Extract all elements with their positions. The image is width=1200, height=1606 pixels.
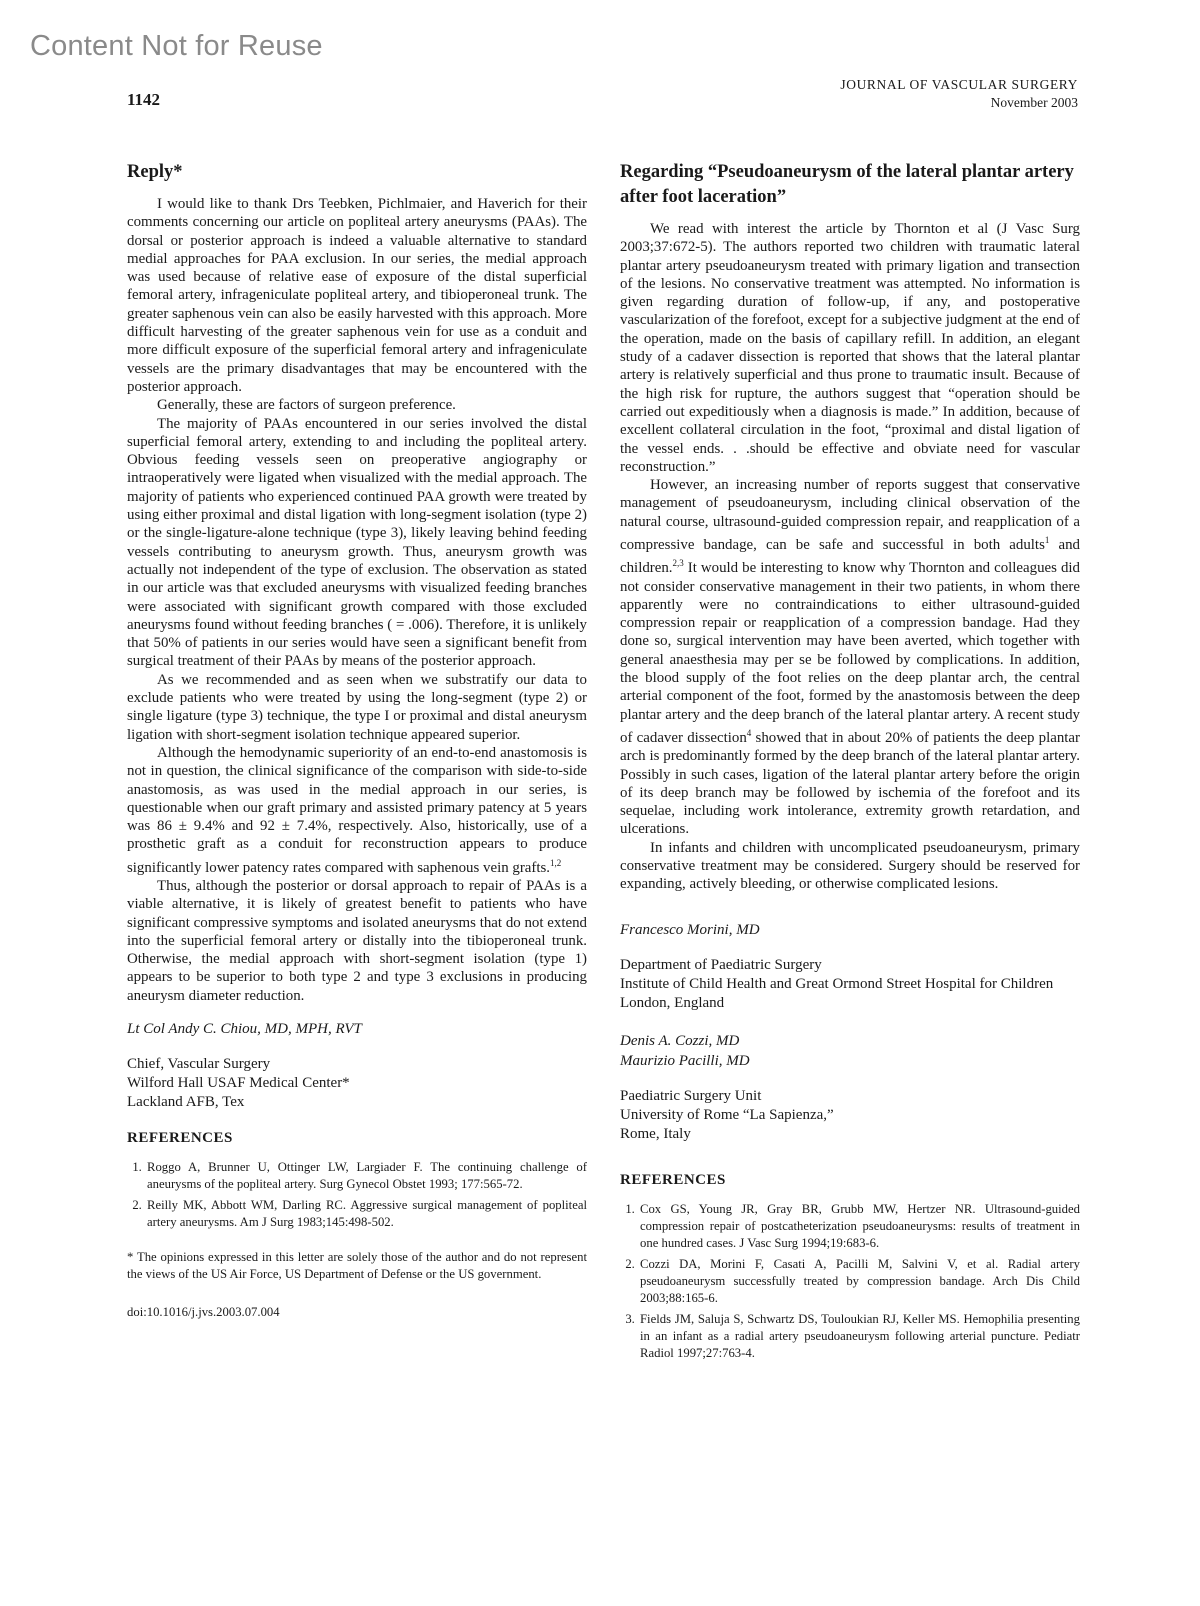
author-signature: [620, 1031, 1080, 1071]
citation-superscript: 2,3: [672, 558, 684, 569]
references-list: [127, 1159, 587, 1231]
reference-item: 2. Cozzi DA, Morini F, Casati A, Pacilli M, Salvini V, et al. Radial artery pseudoaneurysm successfully treated by compression bandage. Arch Dis Child 2003;88:165-6.: [638, 1256, 1080, 1307]
reply-heading: Reply*: [127, 162, 183, 182]
paragraph: I would like to thank Drs Teebken, Pichlmaier, and Haverich for their comments concerning our article on popliteal artery aneurysms (PAAs). The dorsal or posterior approach is indeed a valuable alternative to standard medial approaches for PAA exclusion. In our series, the medial approach was used because of relative ease of exposure of the distal superficial femoral artery, infrageniculate popliteal artery, and tibioperoneal trunk. The greater saphenous vein can also be easily harvested with this approach. More difficult harvesting of the greater saphenous vein for use as a conduit and more difficult exposure of the superficial femoral artery and infrageniculate vessels are the primary disadvantages that may be encountered with the posterior approach.: [127, 196, 587, 395]
author-affiliation: [620, 1087, 1080, 1144]
author-affiliation: [620, 956, 1080, 1013]
affiliation-line: University of Rome “La Sapienza,”: [620, 1106, 834, 1123]
citation-superscript: 1: [1044, 535, 1050, 546]
affiliation-line: London, England: [620, 994, 725, 1011]
footnote: * The opinions expressed in this letter are solely those of the author and do not represent the views of the US Air Force, US Department of Defense or the US government.: [127, 1250, 587, 1282]
reference-item: 1. Roggo A, Brunner U, Ottinger LW, Largiader F. The continuing challenge of aneurysms of the popliteal artery. Surg Gynecol Obstet 1993; 177:565-72.: [145, 1159, 587, 1193]
affiliation-line: Institute of Child Health and Great Ormond Street Hospital for Children: [620, 975, 1054, 992]
paragraph: As we recommended and as seen when we substratify our data to exclude patients who were treated by using the long-segment (type 2) or single ligature (type 3) technique, the type I or proximal and distal aneurysm ligation with short-segment isolation technique appeared superior.: [127, 671, 587, 743]
watermark: Content Not for Reuse: [30, 30, 323, 62]
right-column: [620, 160, 1080, 1366]
paragraph: Thus, although the posterior or dorsal approach to repair of PAAs is a viable alternative, it is likely of greatest benefit to patients who have significant compressive symptoms and isolated aneurysms that do not extend into the superficial femoral artery or distally into the tibioperoneal trunk. Otherwise, the medial approach with short-segment isolation (type 1) appears to be superior to both type 2 and type 3 exclusions in producing aneurysm diameter reduction.: [127, 877, 587, 1004]
affiliation-line: Chief, Vascular Surgery: [127, 1056, 271, 1073]
paragraph-text: and children.: [620, 537, 1080, 577]
doi: doi:10.1016/j.jvs.2003.07.004: [127, 1305, 280, 1320]
running-head: [840, 76, 1078, 112]
journal-date: November 2003: [990, 95, 1078, 110]
paragraph: Generally, these are factors of surgeon preference.: [157, 397, 456, 414]
affiliation-line: Wilford Hall USAF Medical Center*: [127, 1075, 350, 1092]
paragraph: The majority of PAAs encountered in our series involved the distal superficial femoral artery, extending to and including the popliteal artery. Obvious feeding vessels seen on preoperative angiography or intraoperatively were ligated when visualized with the medial approach. The majority of patients who experienced continued PAA growth were treated by using either proximal and distal ligation with long-segment isolation (type 2) or the single-ligature-alone technique (type 3), likely leaving behind feeding vessels contributing to aneurysm growth. Thus, aneurysm growth was actually not independent of the type of exclusion. The observation as stated in our article was that excluded aneurysms with visualized feeding branches were associated with significant growth compared with those excluded aneurysms found without feeding branches ( = .006). Therefore, it is unlikely that 50% of patients in our series would have seen a significant benefit from surgical treatment of their PAAs by means of the posterior approach.: [127, 415, 587, 670]
signature-line: Maurizio Pacilli, MD: [620, 1052, 750, 1069]
paragraph: [620, 476, 1080, 839]
reference-item: 2. Reilly MK, Abbott WM, Darling RC. Aggressive surgical management of popliteal artery aneurysms. Am J Surg 1983;145:498-502.: [145, 1197, 587, 1231]
affiliation-line: Paediatric Surgery Unit: [620, 1087, 762, 1104]
references-heading: REFERENCES: [620, 1171, 726, 1188]
author-signature: Lt Col Andy C. Chiou, MD, MPH, RVT: [127, 1021, 362, 1038]
references-heading: REFERENCES: [127, 1130, 233, 1147]
reference-item: 1. Cox GS, Young JR, Gray BR, Grubb MW, Hertzer NR. Ultrasound-guided compression repair of postcatheterization pseudoaneurysms: results of treatment in one hundred cases. J Vasc Surg 1994;19:683-6.: [638, 1201, 1080, 1252]
paragraph-text: It would be interesting to know why Thornton and colleagues did not consider conservative management in their two patients, in whom there apparently were no contraindications to either ultrasound-guided compression repair or reapplication of a compression bandage. Had they done so, surgical intervention may have been averted, which together with general anaesthesia may per se be followed by complications. In addition, the blood supply of the foot relies on the deep plantar arch, the central arterial component of the foot, formed by the anastomosis between the deep plantar artery and the deep branch of the lateral plantar artery. A recent study of cadaver dissection: [620, 560, 1080, 746]
signature-line: Denis A. Cozzi, MD: [620, 1032, 740, 1049]
author-affiliation: [127, 1055, 587, 1112]
letter-heading: Regarding “Pseudoaneurysm of the lateral plantar artery after foot laceration”: [620, 162, 1074, 207]
journal-name: JOURNAL OF VASCULAR SURGERY: [840, 77, 1078, 92]
paragraph-text: Although the hemodynamic superiority of an end-to-end anastomosis is not in question, the clinical significance of the comparison with side-to-side anastomosis, as was used in the medial approach in our series, is questionable when our graft primary and assisted primary patency at 5 years was 86 ± 9.4% and 92 ± 7.4%, respectively. Also, historically, use of a prosthetic graft as a conduit for reconstruction appears to produce significantly lower patency rates compared with saphenous vein grafts.: [127, 744, 587, 876]
citation-superscript: 4: [746, 727, 752, 738]
affiliation-line: Department of Paediatric Surgery: [620, 956, 822, 973]
affiliation-line: Rome, Italy: [620, 1125, 691, 1142]
paragraph: In infants and children with uncomplicated pseudoaneurysm, primary conservative treatment may be considered. Surgery should be reserved for expanding, actively bleeding, or otherwise complicated lesions.: [620, 839, 1080, 893]
paragraph: We read with interest the article by Thornton et al (J Vasc Surg 2003;37:672-5). The authors reported two children with traumatic lateral plantar artery pseudoaneurysm treated with primary ligation and transection of the lesions. No conservative treatment was attempted. No information is given regarding duration of follow-up, if any, and postoperative vascularization of the forefoot, except for a subjective judgment at the end of the operation, made on the basis of capillary refill. In addition, an elegant study of a cadaver dissection is reported that shows that the lateral plantar artery is relatively superficial and thus prone to traumatic insult. Because of the high risk for rupture, the authors suggest that “operation should be carried out expeditiously when a diagnosis is made.” In addition, because of excellent collateral circulation in the foot, “proximal and distal ligation of the vessel ends. . .should be effective and obviate need for vascular reconstruction.”: [620, 221, 1080, 475]
paragraph-text: However, an increasing number of reports suggest that conservative management of pseudoaneurysm, including clinical observation of the natural course, ultrasound-guided compression repair, and reapplication of a compressive bandage, can be safe and successful in both adults: [620, 477, 1080, 554]
affiliation-line: Lackland AFB, Tex: [127, 1094, 245, 1111]
citation-superscript: 1,2: [550, 857, 562, 868]
paragraph: [127, 744, 587, 877]
left-column: [127, 160, 587, 1320]
reference-item: 3. Fields JM, Saluja S, Schwartz DS, Touloukian RJ, Keller MS. Hemophilia presenting in an infant as a radial artery pseudoaneurysm following arterial puncture. Pediatr Radiol 1997;27:763-4.: [638, 1311, 1080, 1362]
page-number: 1142: [127, 90, 161, 109]
author-signature: Francesco Morini, MD: [620, 921, 760, 938]
references-list: [620, 1201, 1080, 1362]
paragraph-text: showed that in about 20% of patients the deep plantar arch is predominantly formed by the deep branch of the lateral plantar artery. Possibly in such cases, ligation of the lateral plantar artery before the origin of its deep branch may be followed by ischemia of the forefoot and its sequelae, including work intolerance, extremity growth retardation, and ulcerations.: [620, 729, 1080, 838]
